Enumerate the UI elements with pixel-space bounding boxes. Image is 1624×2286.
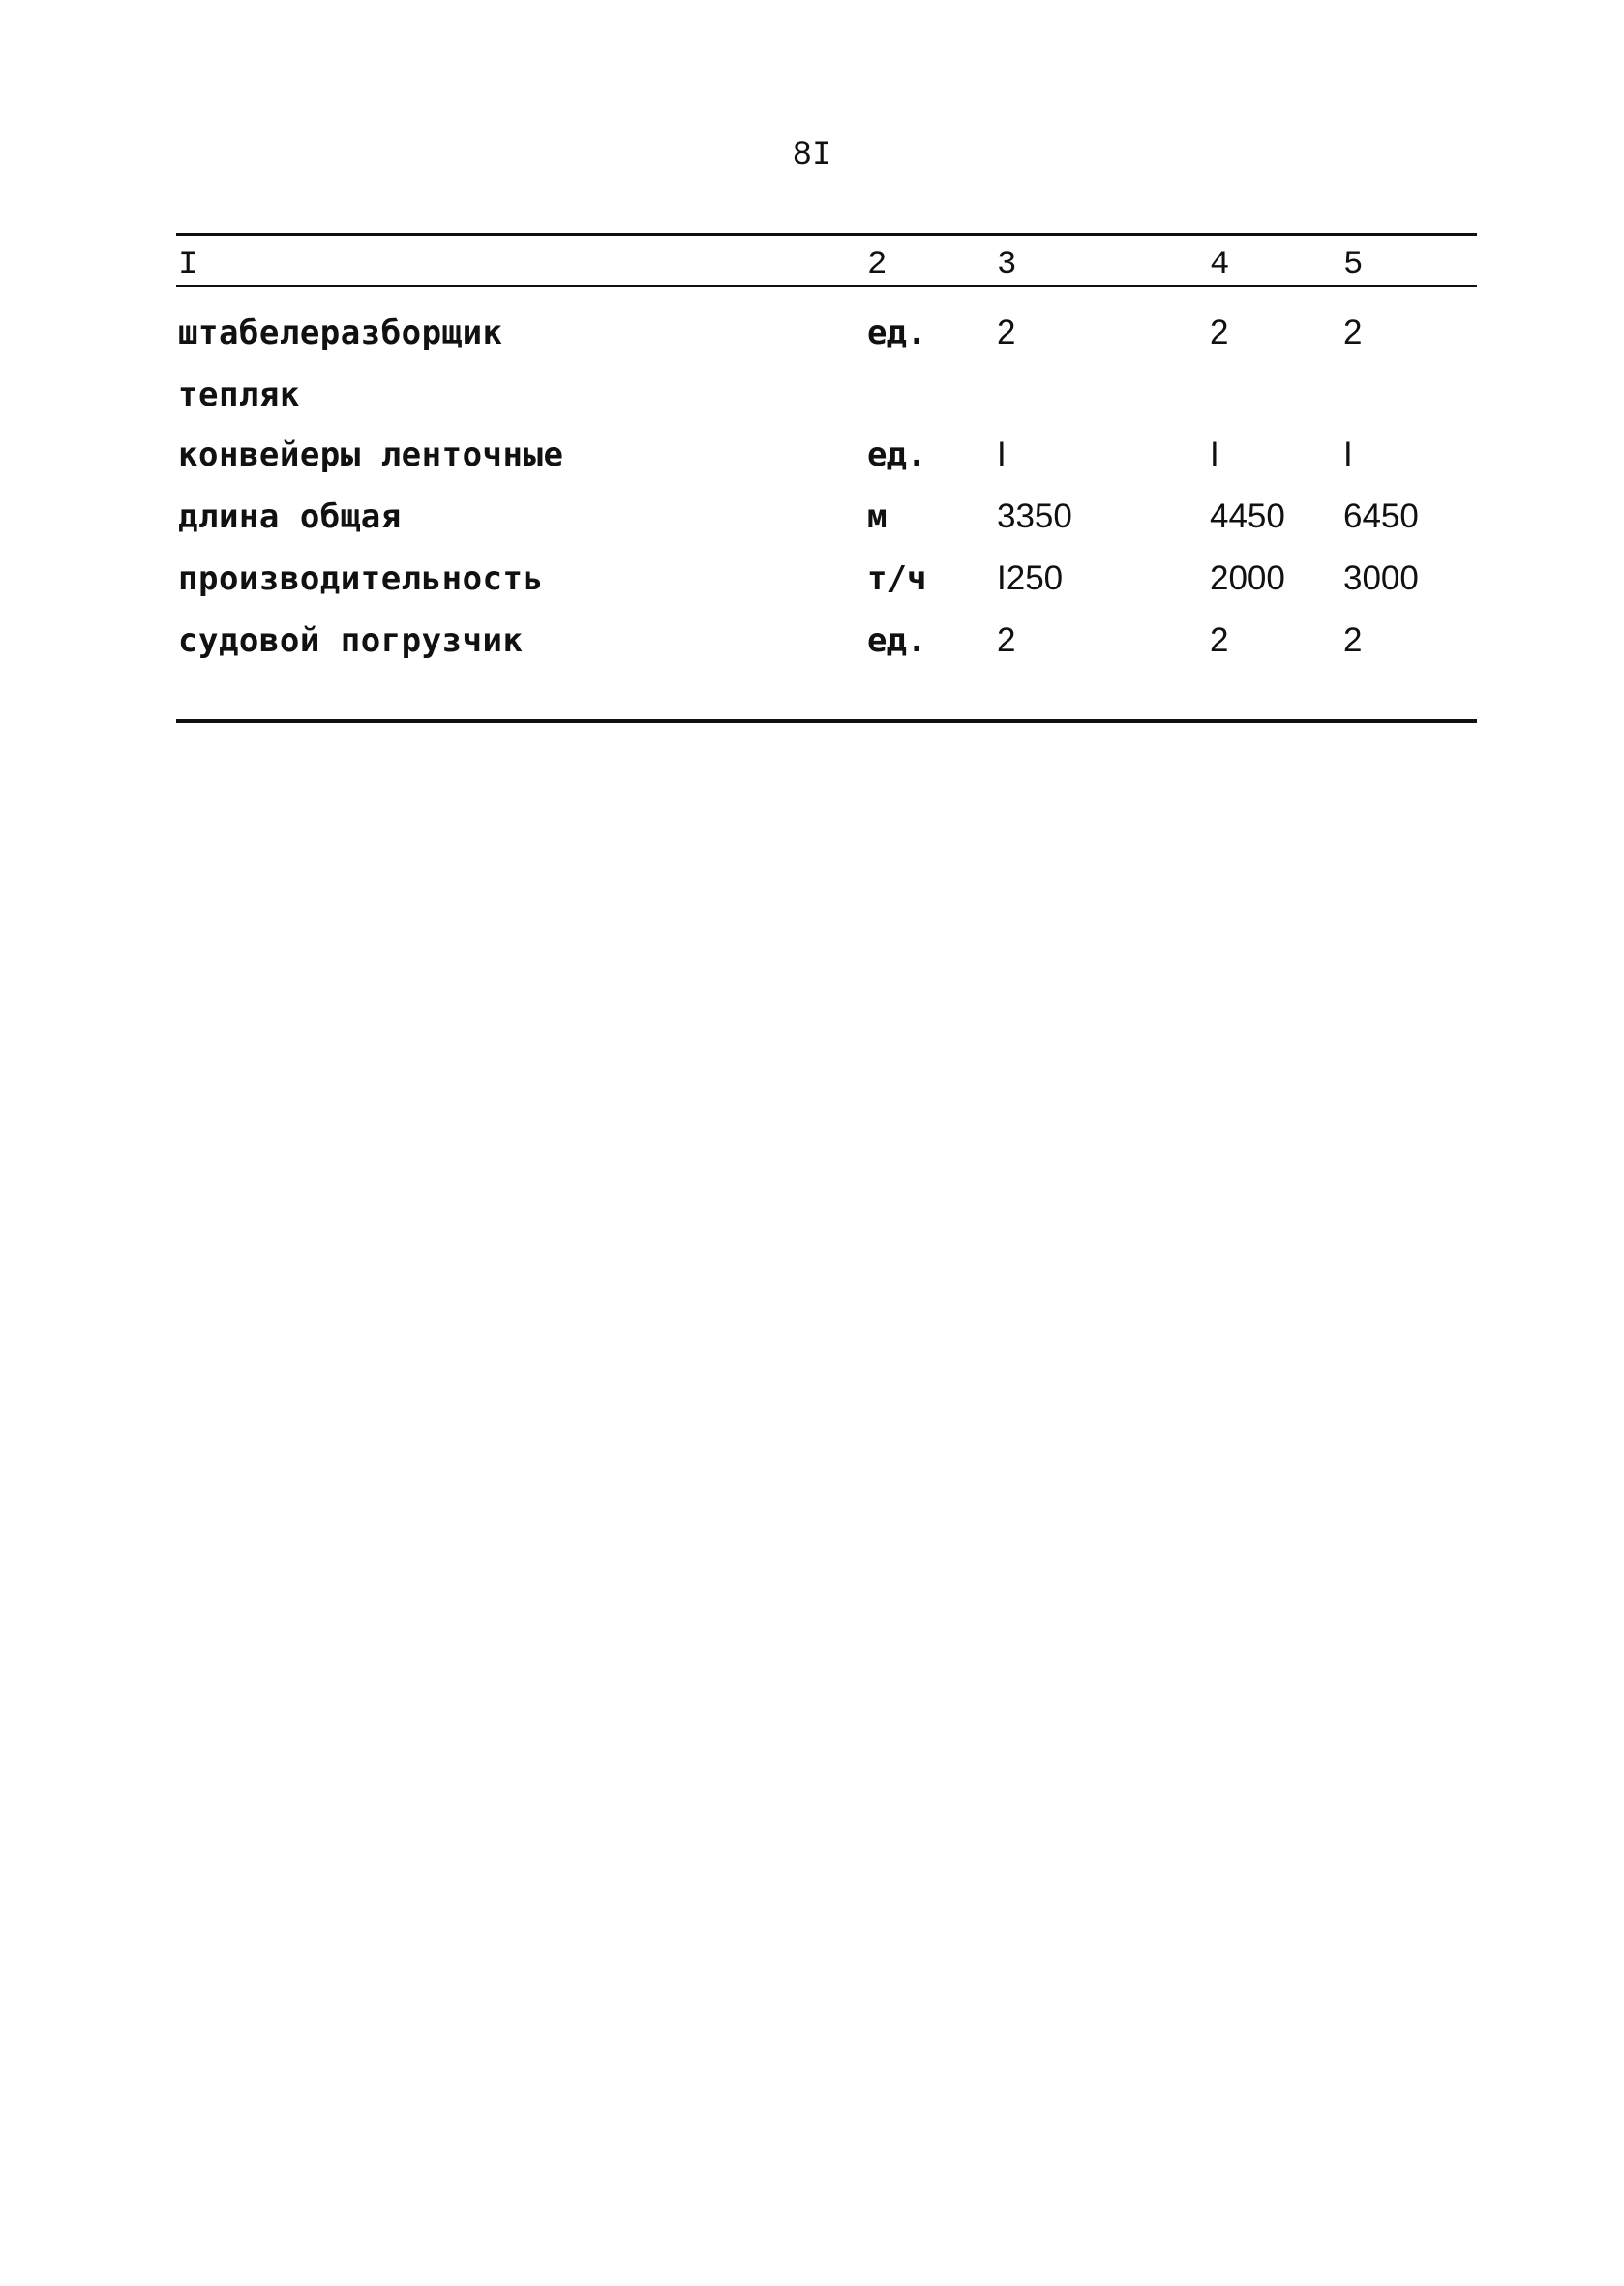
table-row: [0, 557, 1624, 600]
row-value-col4: 2000: [1210, 559, 1285, 597]
row-value-col4: 4450: [1210, 497, 1285, 535]
row-value-col3: 2: [997, 621, 1016, 659]
table-row: [0, 434, 1624, 476]
row-value-col3: 3350: [997, 497, 1072, 535]
row-value-col5: 2: [1343, 314, 1363, 351]
row-unit: ед.: [867, 621, 927, 660]
table-row: [0, 619, 1624, 662]
table-top-rule: [176, 233, 1477, 236]
row-unit: ед.: [867, 436, 927, 474]
row-value-col5: 3000: [1343, 559, 1419, 597]
row-name: длина общая: [178, 497, 402, 536]
page-number: 8I: [792, 137, 832, 174]
row-value-col4: 2: [1210, 621, 1229, 659]
row-name: производительность: [178, 559, 544, 598]
column-header-3: 3: [997, 247, 1017, 284]
row-name: штабелеразборщик: [178, 314, 503, 352]
row-value-col5: I: [1343, 436, 1353, 473]
table-bottom-rule: [176, 719, 1477, 723]
row-value-col3: I250: [997, 559, 1064, 597]
row-name: тепляк: [178, 376, 300, 414]
row-value-col3: I: [997, 436, 1007, 473]
row-unit: ед.: [867, 314, 927, 352]
row-unit: м: [867, 497, 887, 536]
column-header-5: 5: [1343, 247, 1364, 284]
row-unit: т/ч: [867, 559, 927, 598]
column-header-2: 2: [867, 247, 887, 284]
row-name: конвейеры ленточные: [178, 436, 564, 474]
row-value-col5: 6450: [1343, 497, 1419, 535]
table-header-row: [0, 244, 1624, 286]
table-row: [0, 496, 1624, 538]
row-name: судовой погрузчик: [178, 621, 524, 660]
table-row: [0, 374, 1624, 416]
row-value-col4: I: [1210, 436, 1219, 473]
table-row: [0, 312, 1624, 354]
column-header-1: I: [178, 247, 198, 284]
column-header-4: 4: [1210, 247, 1230, 284]
row-value-col3: 2: [997, 314, 1016, 351]
row-value-col5: 2: [1343, 621, 1363, 659]
table-header-rule: [176, 285, 1477, 287]
row-value-col4: 2: [1210, 314, 1229, 351]
